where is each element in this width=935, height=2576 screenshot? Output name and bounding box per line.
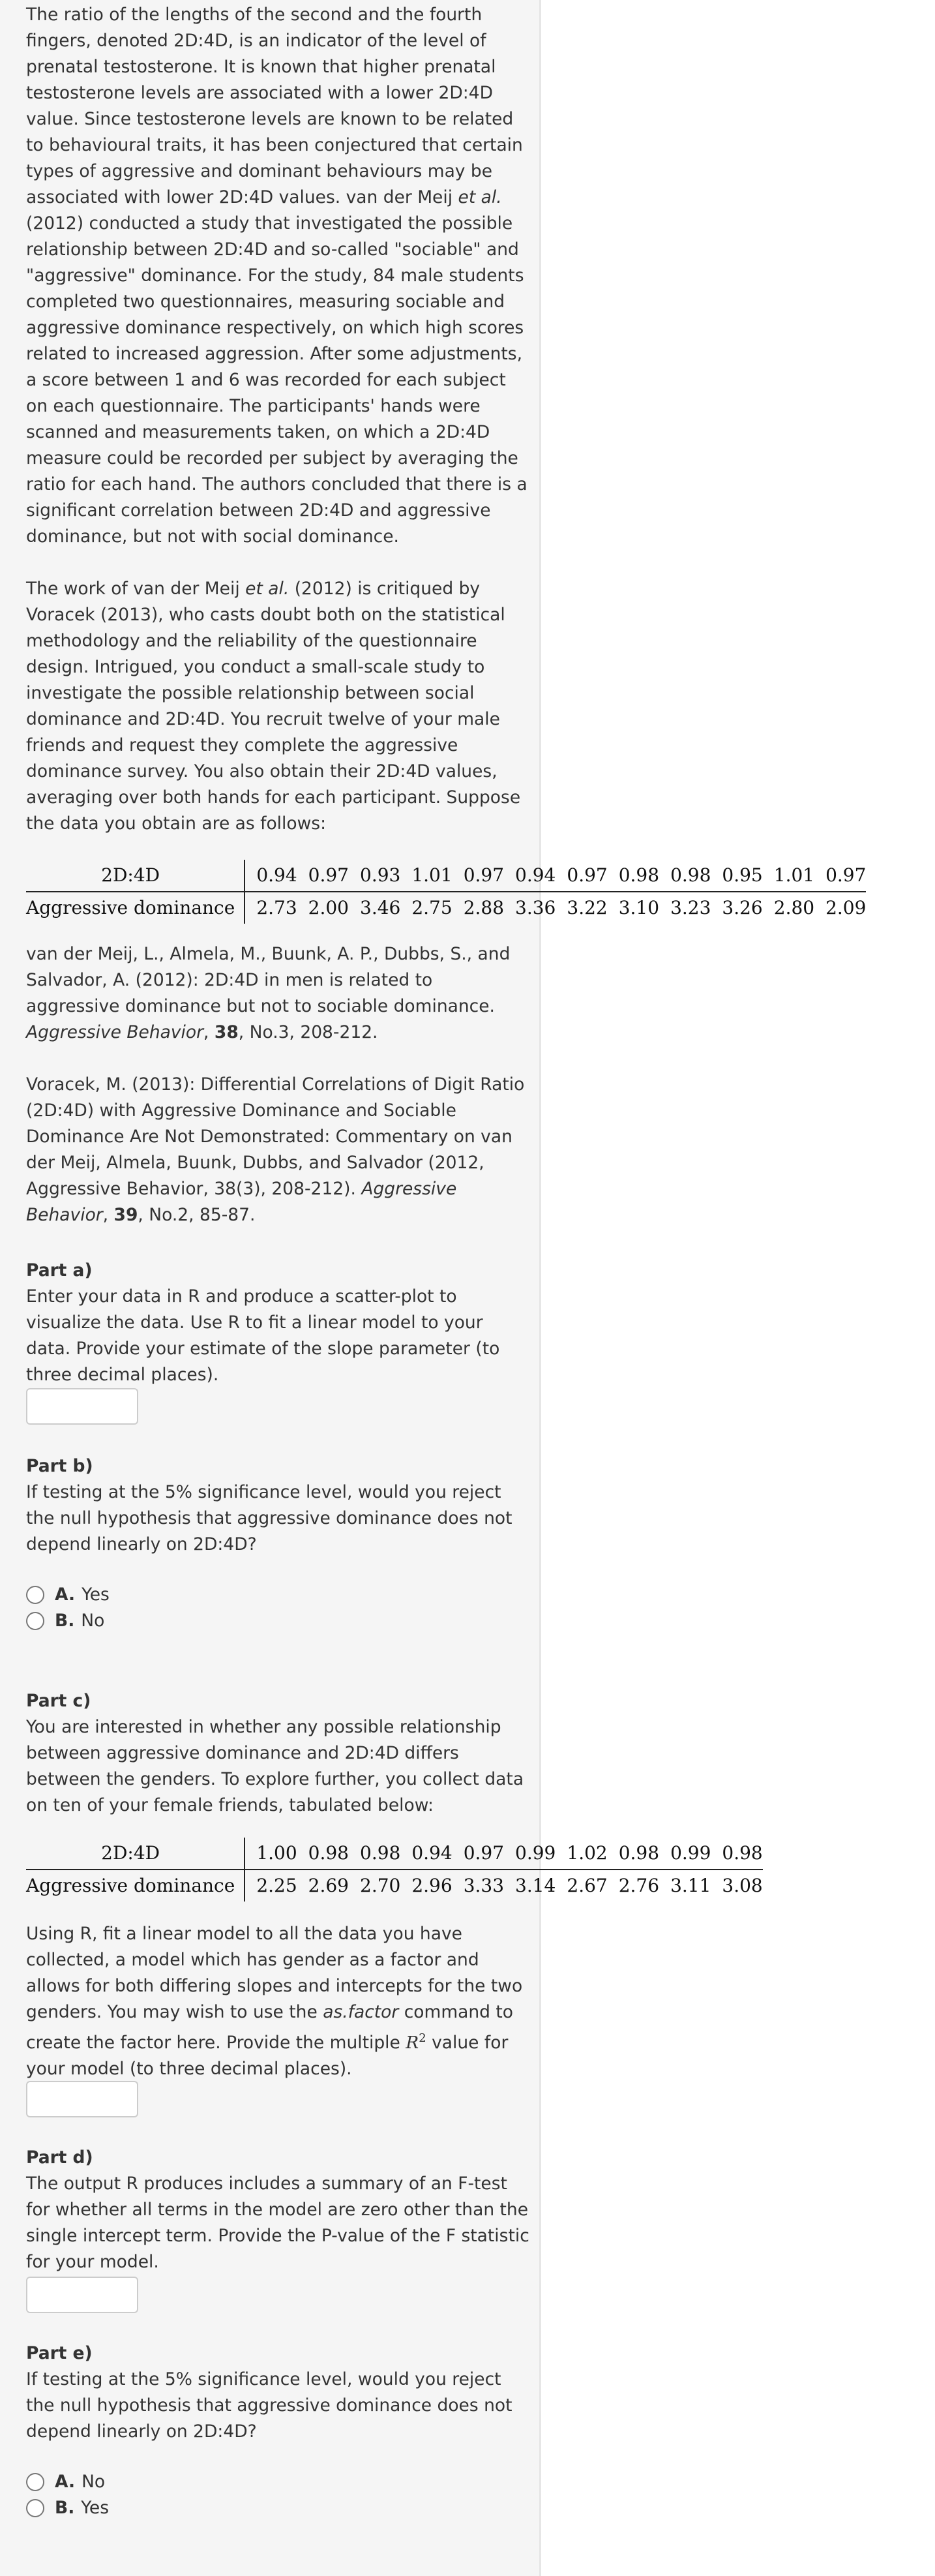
table-cell: 2.96: [411, 1875, 453, 1896]
radio-button[interactable]: [26, 2473, 44, 2491]
option-letter: B.: [55, 2498, 75, 2518]
male-data-table: [26, 860, 866, 924]
part-e-options: [26, 2469, 109, 2521]
option-letter: B.: [55, 1611, 75, 1631]
reference-1-sep: ,: [203, 1022, 215, 1042]
table-cell: 0.98: [297, 1838, 349, 1870]
table-cell: 2.80: [773, 897, 815, 918]
table-cell: 0.94: [245, 860, 297, 892]
table-cell: 0.97: [556, 860, 607, 892]
intro-text-2a: The work of van der Meij: [26, 579, 246, 599]
table-row-digit-ratio: [26, 860, 866, 892]
reference-2-volume: 39: [113, 1205, 138, 1225]
table-cell: 2.70: [360, 1875, 401, 1896]
table-cell: 0.93: [349, 860, 400, 892]
intro-text-1a: The ratio of the lengths of the second and the fourth fingers, denoted 2D:4D, is an indicator of the level of prenatal testosterone. It is known that higher prenatal testosterone levels are associated with a lower 2D:4D value. Since testosterone levels are known to be related to behavioural traits, it has been conjectured that certain types of aggressive and dominant behaviours may be associated with lower 2D:4D values. van der Meij: [26, 5, 523, 207]
table-cell: 0.97: [297, 860, 349, 892]
table-cell: 2.67: [567, 1875, 608, 1896]
intro-text-2b: (2012) is critiqued by Voracek (2013), who casts doubt both on the statistical methodology and the reliability of the questionnaire design. Intrigued, you conduct a small-scale study to investigate the possible relationship between social dominance and 2D:4D. You recruit twelve of your male friends and request they complete the aggressive dominance survey. You also obtain their 2D:4D values, averaging over both hands for each participant. Suppose the data you obtain are as follows:: [26, 579, 521, 834]
table-cell: 1.02: [556, 1838, 607, 1870]
intro-paragraph-2: [26, 576, 531, 837]
part-e-option-b[interactable]: [26, 2495, 109, 2521]
reference-1: [26, 941, 531, 1046]
part-e-text: If testing at the 5% significance level, would you reject the null hypothesis that aggressive dominance does not depend linearly on 2D:4D?: [26, 2369, 512, 2442]
part-a-text: Enter your data in R and produce a scatter-plot to visualize the data. Use R to fit a linear model to your data. Provide your estimate of the slope parameter (to three decimal places).: [26, 1286, 500, 1385]
intro-etal-2: et al.: [245, 579, 289, 599]
part-c-model-text-a: Using R, fit a linear model to all the data you have collected, a model which has gender as a factor and allows for both differing slopes and intercepts for the two genders. You may wish to use the: [26, 1924, 523, 2022]
row-label-digit-ratio: 2D:4D: [26, 1838, 245, 1870]
table-row-digit-ratio: [26, 1838, 763, 1870]
table-cell: 1.01: [400, 860, 452, 892]
table-cell: 0.94: [400, 1838, 452, 1870]
part-d-answer-input[interactable]: [26, 2277, 138, 2313]
table-row-aggressive: [26, 1870, 763, 1902]
table-cell: 0.99: [504, 1838, 556, 1870]
reference-2-sep: ,: [102, 1205, 114, 1225]
table-cell: 0.98: [608, 1838, 659, 1870]
table-row-aggressive: [26, 892, 866, 924]
intro-paragraph-1: [26, 2, 531, 550]
reference-2: [26, 1072, 531, 1228]
table-cell: 2.25: [256, 1875, 297, 1896]
reference-1-volume: 38: [214, 1022, 239, 1042]
table-cell: 0.99: [659, 1838, 711, 1870]
table-cell: 2.73: [256, 897, 297, 918]
table-cell: 0.97: [453, 1838, 504, 1870]
table-cell: 3.14: [515, 1875, 556, 1896]
option-label: Yes: [82, 1584, 110, 1605]
table-cell: 2.09: [825, 897, 867, 918]
female-data-table: [26, 1838, 763, 1902]
reference-2-text: Voracek, M. (2013): Differential Correlations of Digit Ratio (2D:4D) with Aggressive Dominance and Sociable Dominance Are Not Demonstrated: Commentary on van der Meij, Almela, Buunk, Dubbs, and Salvador (2012, Aggressive Behavior, 38(3), 208-212).: [26, 1074, 525, 1199]
table-cell: 3.26: [722, 897, 763, 918]
table-cell: 3.23: [670, 897, 711, 918]
part-d-text: The output R produces includes a summary of an F-test for whether all terms in the model are zero other than the single intercept term. Provide the P-value of the F statistic for your model.: [26, 2174, 529, 2272]
table-cell: 3.36: [515, 897, 556, 918]
reference-2-journal: Aggressive Behavior: [26, 1179, 457, 1225]
radio-button[interactable]: [26, 1612, 44, 1630]
part-e-option-a[interactable]: [26, 2469, 109, 2495]
option-letter: A.: [55, 1584, 76, 1605]
part-c-title: Part c): [26, 1691, 91, 1711]
table-cell: 3.11: [670, 1875, 711, 1896]
part-c-answer-input[interactable]: [26, 2081, 138, 2117]
table-cell: 0.98: [711, 1838, 762, 1870]
intro-text-1b: (2012) conducted a study that investigated the possible relationship between 2D:4D and so-called "sociable" and "aggressive" dominance. For the study, 84 male students completed two questionnaires, measuring sociable and aggressive dominance respectively, on which high scores related to increased aggression. After some adjustments, a score between 1 and 6 was recorded for each subject on each questionnaire. The participants' hands were scanned and measurements taken, on which a 2D:4D measure could be recorded per subject by averaging the ratio for each hand. The authors concluded that there is a significant correlation between 2D:4D and aggressive dominance, but not with social dominance.: [26, 213, 527, 547]
table-cell: 0.94: [504, 860, 556, 892]
radio-button[interactable]: [26, 1586, 44, 1604]
row-label-aggressive: Aggressive dominance: [26, 1870, 245, 1902]
table-cell: 2.76: [618, 1875, 660, 1896]
intro-etal-1: et al.: [458, 187, 502, 207]
table-cell: 3.22: [567, 897, 608, 918]
reference-1-journal: Aggressive Behavior: [26, 1022, 204, 1042]
table-cell: 0.98: [349, 1838, 400, 1870]
table-cell: 3.08: [722, 1875, 763, 1896]
table-cell: 3.33: [463, 1875, 505, 1896]
reference-1-text: van der Meij, L., Almela, M., Buunk, A. P., Dubbs, S., and Salvador, A. (2012): 2D:4D in men is related to aggressive dominance but not to sociable dominance.: [26, 944, 511, 1016]
option-label: No: [81, 1611, 105, 1631]
option-label: No: [82, 2472, 106, 2492]
part-c-text: You are interested in whether any possible relationship between aggressive dominance and 2D:4D differs between the genders. To explore further, you collect data on ten of your female friends, tabulated below:: [26, 1717, 524, 1815]
reference-2-pages: , No.2, 85-87.: [138, 1205, 256, 1225]
part-c-model-text-b: command to create the factor here. Provide the multiple: [26, 2002, 514, 2053]
row-label-digit-ratio: 2D:4D: [26, 860, 245, 892]
table-cell: 0.95: [711, 860, 762, 892]
part-c-model-text-c: value for your model (to three decimal places).: [26, 2032, 509, 2079]
part-b-options: [26, 1582, 110, 1634]
part-d-title: Part d): [26, 2147, 93, 2168]
option-letter: A.: [55, 2472, 76, 2492]
part-a-answer-input[interactable]: [26, 1388, 138, 1425]
as-factor-command: as.factor: [323, 2002, 399, 2022]
table-cell: 2.75: [411, 897, 453, 918]
part-e-title: Part e): [26, 2343, 93, 2363]
row-label-aggressive: Aggressive dominance: [26, 892, 245, 924]
part-b-title: Part b): [26, 1456, 93, 1476]
table-cell: 1.00: [245, 1838, 297, 1870]
radio-button[interactable]: [26, 2499, 44, 2517]
table-cell: 2.00: [308, 897, 349, 918]
table-cell: 3.46: [360, 897, 401, 918]
table-cell: 0.97: [814, 860, 866, 892]
table-cell: 2.88: [463, 897, 505, 918]
part-b-option-b[interactable]: [26, 1608, 110, 1634]
table-cell: 0.98: [659, 860, 711, 892]
table-cell: 1.01: [763, 860, 814, 892]
option-label: Yes: [81, 2498, 110, 2518]
table-cell: 0.98: [608, 860, 659, 892]
r-squared-symbol: R: [406, 2032, 419, 2053]
part-b-option-a[interactable]: [26, 1582, 110, 1608]
reference-1-pages: , No.3, 208-212.: [238, 1022, 378, 1042]
table-cell: 2.69: [308, 1875, 349, 1896]
table-cell: 0.97: [453, 860, 504, 892]
part-a-title: Part a): [26, 1260, 93, 1280]
part-b-text: If testing at the 5% significance level, would you reject the null hypothesis that aggressive dominance does not depend linearly on 2D:4D?: [26, 1482, 512, 1554]
table-cell: 3.10: [618, 897, 660, 918]
part-c-model-text: [26, 1921, 531, 2082]
r-squared-exponent: 2: [419, 2031, 426, 2045]
